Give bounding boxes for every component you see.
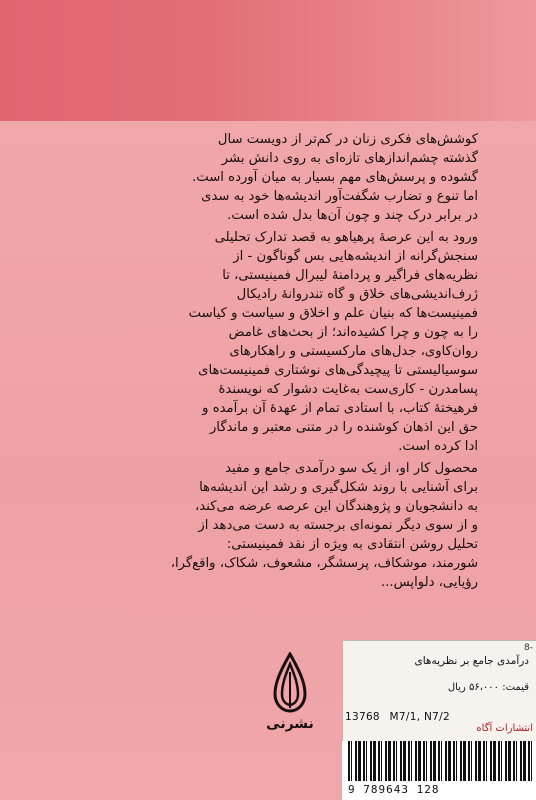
publisher-name: نشرنی: [266, 716, 314, 732]
sticker-top-code: 8-: [524, 643, 533, 653]
price-sticker: [342, 640, 536, 742]
isbn-number: 9 789643 128: [348, 783, 440, 796]
sticker-publisher: انتشارات آگاه: [476, 723, 533, 734]
sticker-code-1: 13768: [345, 711, 380, 723]
blurb-text: [58, 130, 478, 595]
isbn-barcode: [342, 741, 536, 800]
barcode-bars: [348, 741, 532, 781]
publisher-logo: [260, 652, 320, 748]
sticker-book-title: درآمدی جامع بر نظریه‌های: [414, 655, 529, 667]
blurb-paragraph-2: ورود به این عرصهٔ پرهیاهو به قصد تدارک تحلیلی سنجش‌گرانه از اندیشه‌هایی بس گوناگون - از نظریه‌های فراگیر و پردامنهٔ لیبرال فمینیستی، تا ژرف‌اندیشی‌های خلاق و گاه تندروانهٔ رادیکال فمینیست‌ها که بنیان علم و اخلاق و سیاست و کیاست را به چون و چرا کشیده‌اند؛ از بحث‌های غامض روان‌کاوی، جدل‌های مارکسیستی و راهکارهای سوسیالیستی تا پیچیدگی‌های نوشتاری فمینیست‌های پسامدرن - کاری‌ست به‌غایت دشوار که نویسندهٔ فرهیختهٔ کتاب، با استادی تمام از عهدهٔ آن برآمده و حق این اذهان کوشنده را در متنی معتبر و ماندگار ادا کرده است.: [188, 230, 478, 454]
top-color-band: [0, 0, 536, 121]
blurb-paragraph-1: کوشش‌های فکری زنان در کم‌تر از دویست سال گذشته چشم‌اندازهای تازه‌ای به روی دانش بشر گشوده و پرسش‌های مهم بسیار به میان آورده است. اما تنوع و تضارب شگفت‌آور اندیشه‌ها خود به سدی در برابر درک چند و چون آن‌ها بدل شده است.: [192, 132, 478, 223]
blurb-paragraph-3: محصول کار او، از یک سو درآمدی جامع و مفید برای آشنایی با روند شکل‌گیری و رشد این اندیشه‌ها به دانشجویان و پژوهندگان این عرصه عرضه می‌کند، و از سوی دیگر نمونه‌ای برجسته به دست می‌دهد از تحلیل روشن انتقادی به ویژه از نقد فمینیستی: شورمند، موشکاف، پرسشگر، مشعوف، شکاک، واقع‌گرا، رؤیایی، دلواپس...: [170, 461, 478, 590]
sticker-codes: [345, 711, 533, 723]
leaf-drop-icon: [272, 652, 308, 714]
sticker-price: قیمت: ۵۶،۰۰۰ ریال: [447, 682, 529, 693]
sticker-code-2: M7/1, N7/2: [389, 711, 450, 723]
